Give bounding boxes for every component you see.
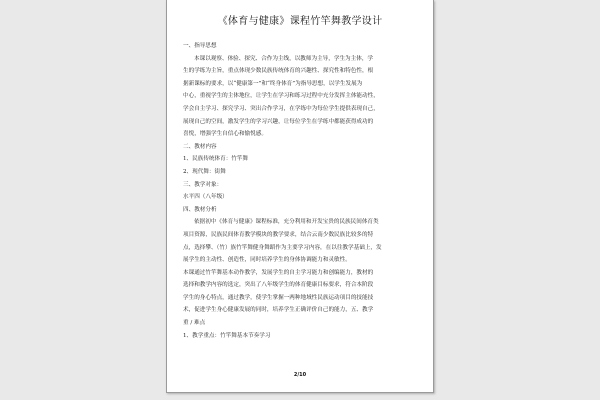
text-line: 本课通过竹竿舞基本动作教学，发展学生的自主学习能力和创编能力，教材的 [183,269,374,276]
paragraph [183,166,421,179]
text-line: 术，促进学生身心健康发展的同时，培养学生正确评价自己的能力，五、教学 [183,307,374,314]
paragraph [183,191,421,204]
section-heading: 二、教材内容 [183,143,217,150]
page-number: 2/10 [293,372,307,378]
paragraph [183,216,421,266]
text-line: 水平四（八年级） [183,194,228,201]
text-line: 展现自己的空间，激发学生的学习兴趣，让每位学生在学练中都能获得成功的 [183,118,374,125]
text-line: 重 / 难点 [183,320,206,327]
paragraph [183,267,421,330]
text-line: 本课以观察、体验、探究、合作为主线，以教师为主导，学生为主体，学 [194,55,374,62]
text-line: 1、民族传统体育：竹竿舞 [183,156,249,163]
document-title: 《体育与健康》课程竹竿舞教学设计 [217,16,383,27]
text-line: 学生的身心特点，通过教学，使学生掌握一两种地域性民族运动项目的技能技 [183,294,374,301]
text-line: 依据初中《体育与健康》课程标准，充分利用和开发宝贵的民族民间体育类 [194,219,379,226]
text-line: 学会自主学习、探究学习、突出合作学习，在学练中为每位学生提供表现自己， [183,105,379,112]
paragraph [183,53,421,141]
text-line: 点，选择攀、（竹）族竹竿舞健身舞蹈作为主要学习内容，在以往教学基础上，发 [183,244,382,251]
text-line: 展学生的主动性、创造性，同时培养学生的身体协调能力和灵敏性。 [183,257,351,264]
text-line: 据新课标的要求，以“健康第一”和“终身体育”为指导思想，以学生发展为 [183,80,363,87]
text-line: 中心，重视学生的主体地位，让学生在学习和练习过程中充分发挥主体能动性， [183,93,379,100]
document-body [183,40,421,342]
text-line: 选择和教学内容的选定，突出了八年级学生的体育健康目标要求，符合本阶段 [183,282,374,289]
section-heading: 三、教学对象： [183,181,223,188]
text-line: 1、教学重点：竹竿舞基本节奏学习 [183,332,271,339]
text-line: 2、现代舞：街舞 [183,168,226,175]
paragraph [183,330,421,343]
section-heading: 四、教材分析 [183,206,217,213]
text-line: 喜悦，增强学生自信心和愉悦感。 [183,131,267,138]
text-line: 生的学练为主旨，重点体现少数民族传统体育的兴趣性、探究性和特色性，根 [183,68,374,75]
text-line: 项目资源，民族民间体育教学模块的教学要求，结合云南少数民族比较多的特 [183,231,374,238]
paragraph [183,153,421,166]
document-page [166,0,434,393]
section-heading: 一、指导思想 [183,43,217,49]
